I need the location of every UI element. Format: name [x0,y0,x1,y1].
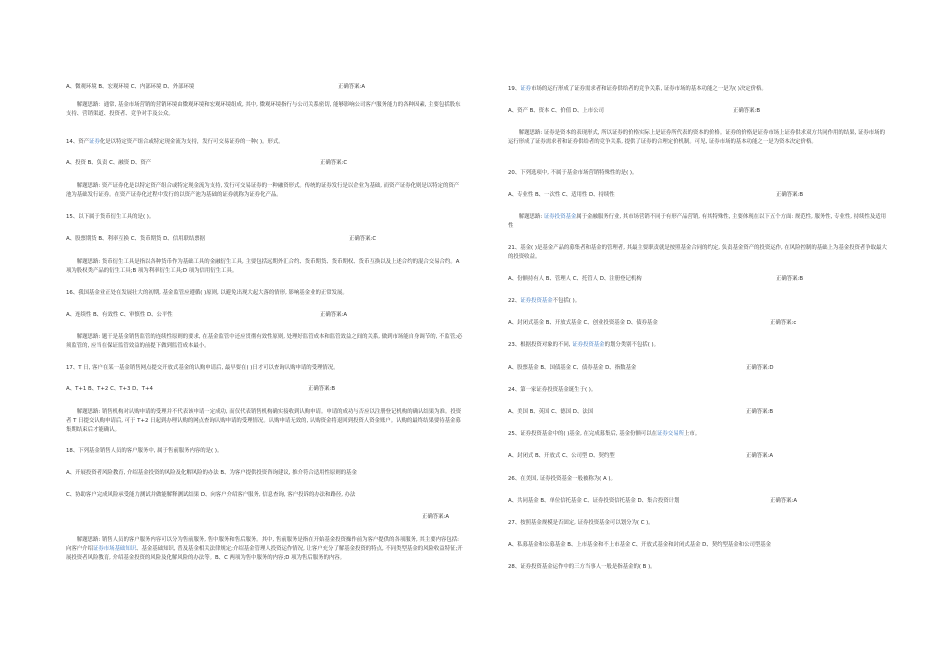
question-options: A、共同基金 B、单位信托基金 C、证券投资信托基金 D、集合投资计划 [508,498,680,504]
answer: 正确答案:B [776,276,804,282]
question-options: A、T+1 B、T+2 C、T+3 D、T+4 [66,386,153,392]
question-options: C、协助客户完成风险承受能力测试并做能解释测试结果 D、向客户介绍客户服务, 信息查询, 客户投诉的办法和路径, 办法 [66,492,356,498]
question-options: A、微观环境 B、宏观环境 C、内部环境 D、外部环境 [66,84,195,90]
explanation: 解题思路: 证券是资本的表现形式, 所以证券的价格实际上是证券所代表的资本的价格。证券的价格是证券市场上证券供求双方共同作用的结果, 证券市场的运行形成了证券需求者和证券供给者的竞争关系, 提供了证券的合理定价机制。可见, 证券市场的基本功能之一是为资本决定价格。 [508,130,885,145]
question-19: 19、证券市场的运行形成了证券需求者和证券供给者的竞争关系, 证券市场的基本功能之一是为( )决定价格。 [508,86,767,92]
link-securities[interactable]: 证券 [89,139,100,145]
question-options: A、美国 B、英国 C、德国 D、法国 [508,409,594,415]
answer: 正确答案:B [308,386,336,392]
question-options: A、开展投资者风险教育, 介绍基金投资的风险及化解风险的办法 B、为客户提供投资咨询建议, 推介符合适用性原则的基金 [66,470,357,476]
explanation: 解题思路: 资产证券化是以特定资产组合或特定现金流为支持, 发行可交易证券的一种融资形式。传统的证券发行是以企业为基础, 而资产证券化则是以特定的资产池为基础发行证券。在资产证券化过程中发行的以资产池为基础的证券就称为证券化产品。 [66,183,460,198]
question-28: 28、证券投资基金运作中的三方当事人一般是指基金的( B )。 [508,564,656,570]
explanation: 解题思路: 题干是基金销售监管的连续性原则的要求, 在基金监管中还应贯彻有效性原则, 处理好监管成本和监管效益之间的关系, 做到市场能自身调节的, 不监管;必须监管的, 应当在保证监管效益的前提下做到监管成本最小。 [66,334,463,349]
answer: 正确答案:C [349,236,377,242]
link-securities-investment-fund[interactable]: 证券投资基金 [520,298,553,304]
question-26: 26、在美国, 证券投资基金一般被称为( A )。 [508,476,616,482]
question-options: A、专业性 B、一次性 C、适用性 D、持续性 [508,192,615,198]
question-24: 24、第一家证券投资基金诞生于( )。 [508,387,597,393]
question-23: 23、根据投资对象的不同, 证券投资基金的划分类别不包括( )。 [508,342,659,348]
link-securities-investment-fund[interactable]: 证券投资基金 [543,214,577,220]
link-securities[interactable]: 证券 [520,86,532,92]
question-options: A、份额持有人 B、管理人 C、托管人 D、注册登记机构 [508,276,642,282]
answer: 正确答案:c [770,320,797,326]
link-securities-market-basics[interactable]: 证券市场基础知识 [92,546,137,552]
answer: 正确答案:A [422,514,450,520]
question-options: A、私募基金和公募基金 B、上市基金和不上市基金 C、开放式基金和封闭式基金 D、契约型基金和公司型基金 [508,542,772,548]
explanation: 解题思路：通常, 基金市场营销的营销环境由微观环境和宏观环境组成, 其中, 微观环境指行与公司关系密切, 能够影响公司客户服务能力的各种因素, 主要包括股东支持、营销渠道、投资者、竞争对手及公众。 [66,102,461,117]
question-options: A、资产 B、资本 C、价值 D、上市公司 [508,108,604,114]
answer: 正确答案:C [320,160,348,166]
answer: 正确答案:B [746,409,774,415]
explanation: 解题思路: 销售人员的客户服务内容可以分为售前服务, 售中服务和售后服务。其中, 售前服务是指在开始基金投资操作前为客户提供的各项服务, 其主要内容包括: 向客户介绍证券市场基础知识、基金基础知识, 普及基金相关法律规定;介绍基金管理人投资运作情况, 让客户充分了解基金投资的特点, 不同类型基金的风险收益特征;开展投资者风险教育, 介绍基金投资的风险及化解风险的办法等。B、C 两项为售中服务的内容;D 项为售后服务的内容。 [66,537,463,561]
question-15: 15、以下属于货币衍生工具的是( )。 [66,214,155,220]
question-20: 20、下列选项中, 不属于基金市场营销特殊性的是( )。 [508,170,638,176]
question-options: A、股票期货 B、利率互换 C、货币期货 D、信用联结票据 [66,236,206,242]
question-25: 25、证券投资基金中的( )基金, 在完成募集后, 基金份额可以在证券交易所上市。 [508,431,701,437]
answer: 正确答案:D [746,365,774,371]
answer: 正确答案:A [320,312,348,318]
link-stock-exchange[interactable]: 证券交易所 [657,431,684,437]
question-options: A、股票基金 B、国债基金 C、债券基金 D、指数基金 [508,365,637,371]
answer: 正确答案:A [746,453,774,459]
explanation: 解题思路: 货币衍生工具是指以各种货币作为基础工具的金融衍生工具, 主要包括远期外汇合约、货币期货、货币期权、货币互换以及上述合约的混合交易合约。A 项为股权类产品的衍生工具;B 项为利率衍生工具;D 项为信用衍生工具。 [66,259,460,274]
explanation: 解题思路: 销售机构对认购申请的受理并不代表该申请一定成功, 而仅代表销售机构确实接收到认购申请。申请的成功与否应以注册登记机构的确认结果为准。投资者 T 日提交认购申请后, 可于 T+2 日起到办理认购的网点查询认购申请的受理情况。认购申请无效的, 认购资金将退回到投资人资金账户。认购的最终结果要待基金募集期结束后才能确认。 [66,409,462,433]
question-options: A、封闭式 B、开放式 C、公司型 D、契约型 [508,453,615,459]
question-18: 18、下列基金销售人员的客户服务中, 属于售前服务内容的是( )。 [66,448,223,454]
question-21: 21、基金( )是基金产品的募集者和基金的管理者, 其最主要职责就是按照基金合同的约定, 负责基金资产的投资运作, 在风险控制的基础上为基金投资者争取最大的投资收益。 [508,245,887,260]
question-options: A、投资 B、负责 C、融资 D、资产 [66,160,152,166]
question-27: 27、按照基金规模是否固定, 证券投资基金可以划分为( C )。 [508,520,654,526]
link-securities-investment-fund[interactable]: 证券投资基金 [572,342,605,348]
question-options: A、连续性 B、有效性 C、审慎性 D、公平性 [66,312,173,318]
question-14: 14、资产证券化是以特定资产组合或特定现金流为支持，发行可交易证券的一种( )。形式。 [66,139,284,145]
question-22: 22、证券投资基金不包括( )。 [508,298,581,304]
explanation: 解题思路: 证券投资基金属于金融服务行业, 其市场营销不同于有形产品营销, 有其特殊性, 主要体现在以下五个方面: 规范性, 服务性, 专业性, 持续性及适用性 [508,214,887,229]
answer: 正确答案:B [733,108,761,114]
answer: 正确答案:A [338,84,366,90]
question-options: A、封闭式基金 B、开放式基金 C、创业投资基金 D、债券基金 [508,320,658,326]
question-17: 17、T 日, 客户在某一基金销售网点提交开放式基金的认购申请后, 最早要在( )日才可以查询认购申请的受理情况。 [66,365,339,371]
question-16: 16、我国基金业正处在发展壮大的初期, 基金监管应遵循( )原则, 以避免出现大起大落的情形, 影响基金业的正常发展。 [66,290,348,296]
answer: 正确答案:A [770,498,798,504]
answer: 正确答案:B [776,192,804,198]
